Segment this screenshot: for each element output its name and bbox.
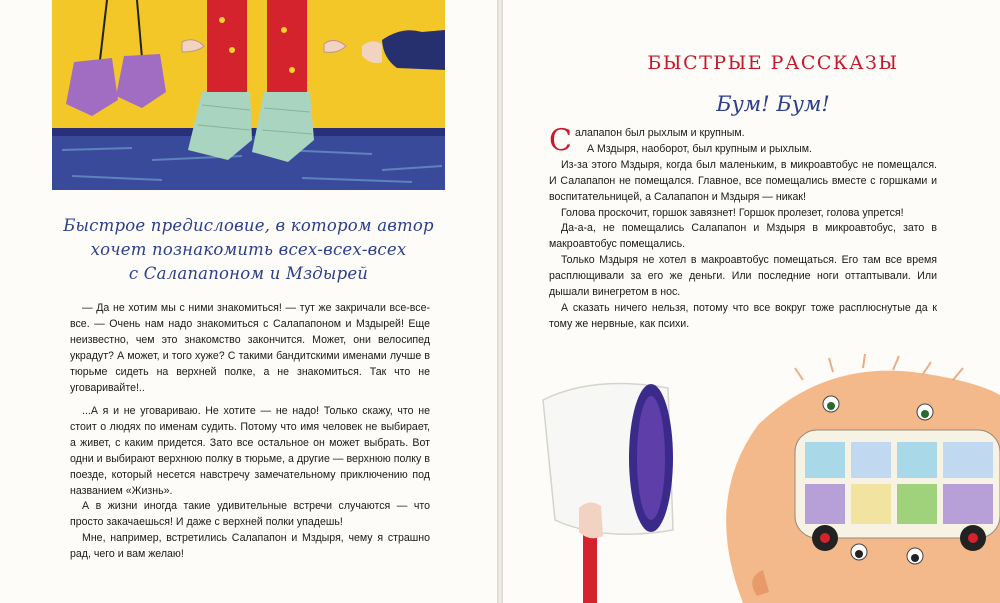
section-title: БЫСТРЫЕ РАССКАЗЫ xyxy=(647,52,899,74)
first-paragraph-text: алапапон был рыхлым и крупным. xyxy=(574,127,745,139)
paragraph: Да-а-а, не помещались Салапапон и Мздыря в микроавтобус, зато в макроавтобус помещались. xyxy=(549,222,937,251)
story-title: Бум! Бум! xyxy=(716,92,830,116)
paragraph: Мне, например, встретились Салапапон и Мздыря, чему я страшно рад, чего и вам желаю! xyxy=(70,532,430,561)
preface-title xyxy=(52,214,445,286)
paragraph: Из-за этого Мздыря, когда был маленьким, в микроавтобус не помещался. И Салапапон не помещался. Главное, все помещались вместе с горшками и воспитательницей, а Салапапон и Мздыря — никак! xyxy=(549,158,937,203)
preface-title-line: хочет познакомить всех-всех-всех xyxy=(90,240,407,259)
right-page xyxy=(503,0,1000,603)
paragraph: Только Мздыря не хотел в макроавтобус помещаться. Его там все время расплющивали за его же деньги. Или последние ноги оттаптывали. Или дышали винегретом в нос. xyxy=(549,254,937,299)
left-page xyxy=(0,0,497,603)
paragraph: А сказать ничего нельзя, потому что все вокруг тоже расплюснутые да к тому же нервные, как психи. xyxy=(549,301,937,330)
paragraph: — Да не хотим мы с ними знакомиться! — тут же закричали все-все-все. — Очень нам надо знакомиться с Салапапоном и Мздырей! Еще неизвестно, чем это знакомство закончится. Может, они велосипед украдут? А может, и того хуже? С такими бандитскими именами лучше в тюрьме сидеть на верхней полке, а не знакомиться. Так что не уговаривайте!.. xyxy=(70,302,430,394)
preface-title-line: Быстрое предисловие, в котором автор xyxy=(63,216,434,235)
preface-text-block-1 xyxy=(70,301,430,396)
paragraph: Голова проскочит, горшок завязнет! Горшок пролезет, голова упрется! xyxy=(561,206,904,219)
paragraph: ...А я и не уговариваю. Не хотите — не надо! Только скажу, что не стоит о людях по именам судить. Потому что имя человек не выбирает, а живет, с каким придется. Зато все остальное он может выбрать. Вот одни и выбирают верхнюю полку в тюрьме, а другие — верхнюю полку в поезде, который несется навстречу замечательному приключению под названием «Жизнь». xyxy=(70,405,430,497)
preface-title-line: с Салапапоном и Мздырей xyxy=(128,264,369,283)
preface-text-block-2 xyxy=(70,404,430,563)
paragraph: А в жизни иногда такие удивительные встречи случаются — что просто закачаешься! И даже с верхней полки упадешь! xyxy=(70,500,430,529)
paragraph: А Мздыря, наоборот, был крупным и рыхлым. xyxy=(586,142,812,155)
people-legs-socks-illustration xyxy=(52,0,445,190)
head-with-bus-and-cup-illustration xyxy=(533,280,1000,603)
drop-cap: С xyxy=(549,123,572,158)
